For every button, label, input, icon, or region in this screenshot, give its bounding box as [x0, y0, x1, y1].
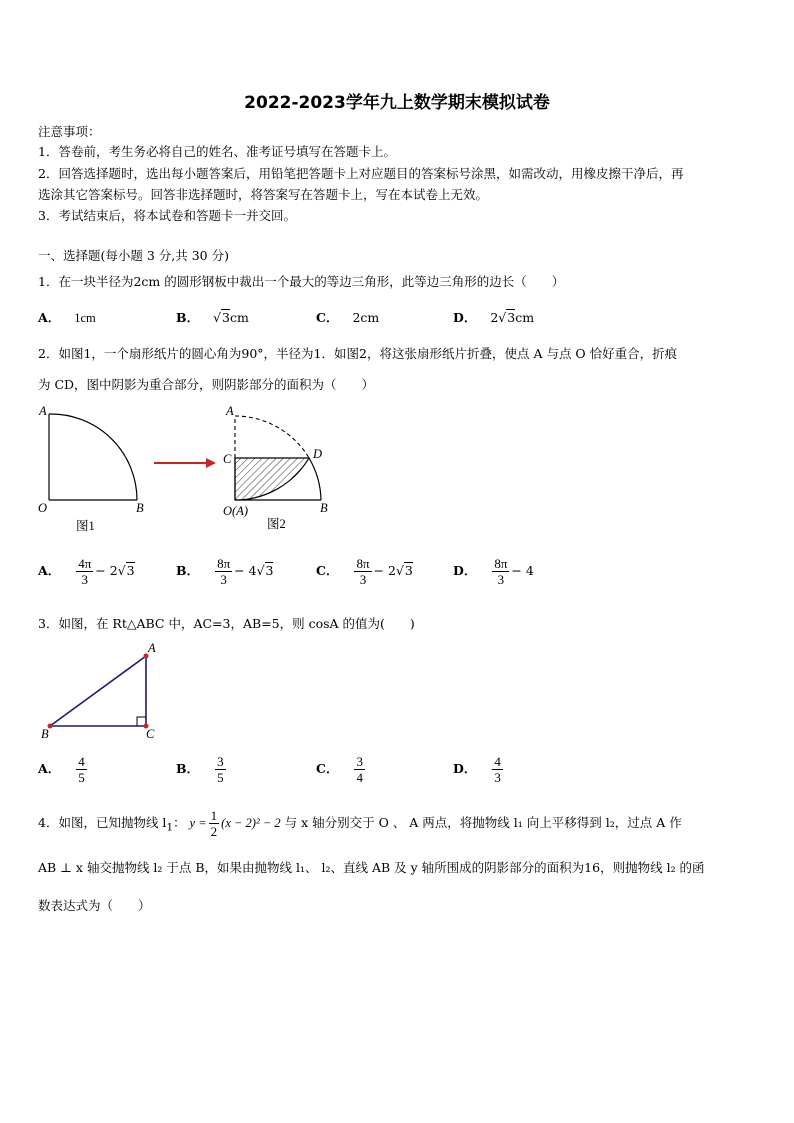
notice-heading: 注意事项：	[38, 124, 101, 139]
q2-figures	[30, 400, 350, 540]
notice-item: 2．回答选择题时，选出每小题答案后，用铅笔把答题卡上对应题目的答案标号涂黑，如需改动，用橡皮擦干净后，再	[38, 166, 684, 181]
q1-option-c: C． 2cm	[316, 310, 380, 325]
q3-option-d: D． $\frac{4}{3}$	[453, 754, 501, 785]
q4-line2: AB ⊥ x 轴交抛物线 l₂ 于点 B，如果由抛物线 l₁、 l₂、直线 AB 及 y 轴所围成的阴影部分的面积为16，则抛物线 l₂ 的函	[38, 860, 705, 875]
q3-stem: 3．如图，在 Rt△ABC 中，AC=3，AB=5，则 cosA 的值为( )	[38, 616, 415, 631]
q2-option-c: C． $\frac{8\pi}{3}$ − 2√3	[316, 556, 413, 587]
q2-stem-line2: 为 CD，图中阴影为重合部分，则阴影部分的面积为（ ）	[38, 377, 375, 392]
q1-stem: 1．在一块半径为2cm 的圆形钢板中裁出一个最大的等边三角形，此等边三角形的边长（ ）	[38, 274, 565, 289]
q3-option-a: A． $\frac{4}{5}$	[38, 754, 85, 785]
notice-item: 3．考试结束后，将本试卷和答题卡一并交回。	[38, 208, 296, 223]
section-heading: 一、选择题(每小题 3 分,共 30 分)	[38, 248, 229, 263]
fig1-label-a: A	[39, 404, 47, 418]
fig2-caption: 图2	[267, 517, 286, 531]
fig2-label-a: A	[226, 404, 234, 418]
q3-label-a: A	[148, 641, 156, 655]
fig2-label-d: D	[313, 447, 323, 461]
fig2-label-c: C	[223, 452, 232, 466]
fig1-label-o: O	[38, 501, 48, 515]
fig1-label-b: B	[136, 501, 144, 515]
fig1-caption: 图1	[76, 519, 95, 533]
page-title: 2022-2023学年九上数学期末模拟试卷	[244, 93, 550, 113]
q3-option-b: B． $\frac{3}{5}$	[176, 754, 224, 785]
q3-option-c: C． $\frac{3}{4}$	[316, 754, 363, 785]
notice-item: 选涂其它答案标号。回答非选择题时，将答案写在答题卡上，写在本试卷上无效。	[38, 187, 489, 202]
q3-label-b: B	[41, 727, 49, 741]
q1-option-d: D． 2√3cm	[453, 310, 535, 325]
q2-stem-line1: 2．如图1，一个扇形纸片的圆心角为90°，半径为1．如图2，将这张扇形纸片折叠，使点 A 与点 O 恰好重合，折痕	[38, 346, 678, 361]
q4-line1: 4．如图，已知抛物线 $l_1$： y = $\frac{1}{2}$ (x − 2)² − 2 与 x 轴分别交于 O 、 A 两点，将抛物线 l₁ 向上平移得到 l₂，过点 A 作	[38, 808, 682, 839]
q3-label-c: C	[146, 727, 155, 741]
q1-option-b: B． √3cm	[176, 310, 249, 325]
fig2-label-oa: O(A)	[223, 504, 248, 518]
notice-item: 1．答卷前，考生务必将自己的姓名、准考证号填写在答题卡上。	[38, 144, 396, 159]
q3-figure	[36, 640, 166, 746]
q2-option-a: A． $\frac{4\pi}{3}$ − 2√3	[38, 556, 135, 587]
q2-option-b: B． $\frac{8\pi}{3}$ − 4√3	[176, 556, 274, 587]
q1-option-a: A． 1cm	[38, 310, 96, 325]
q2-option-d: D． $\frac{8\pi}{3}$ − 4	[453, 556, 534, 587]
fig2-label-b: B	[320, 501, 328, 515]
q4-line3: 数表达式为（ ）	[38, 898, 151, 913]
